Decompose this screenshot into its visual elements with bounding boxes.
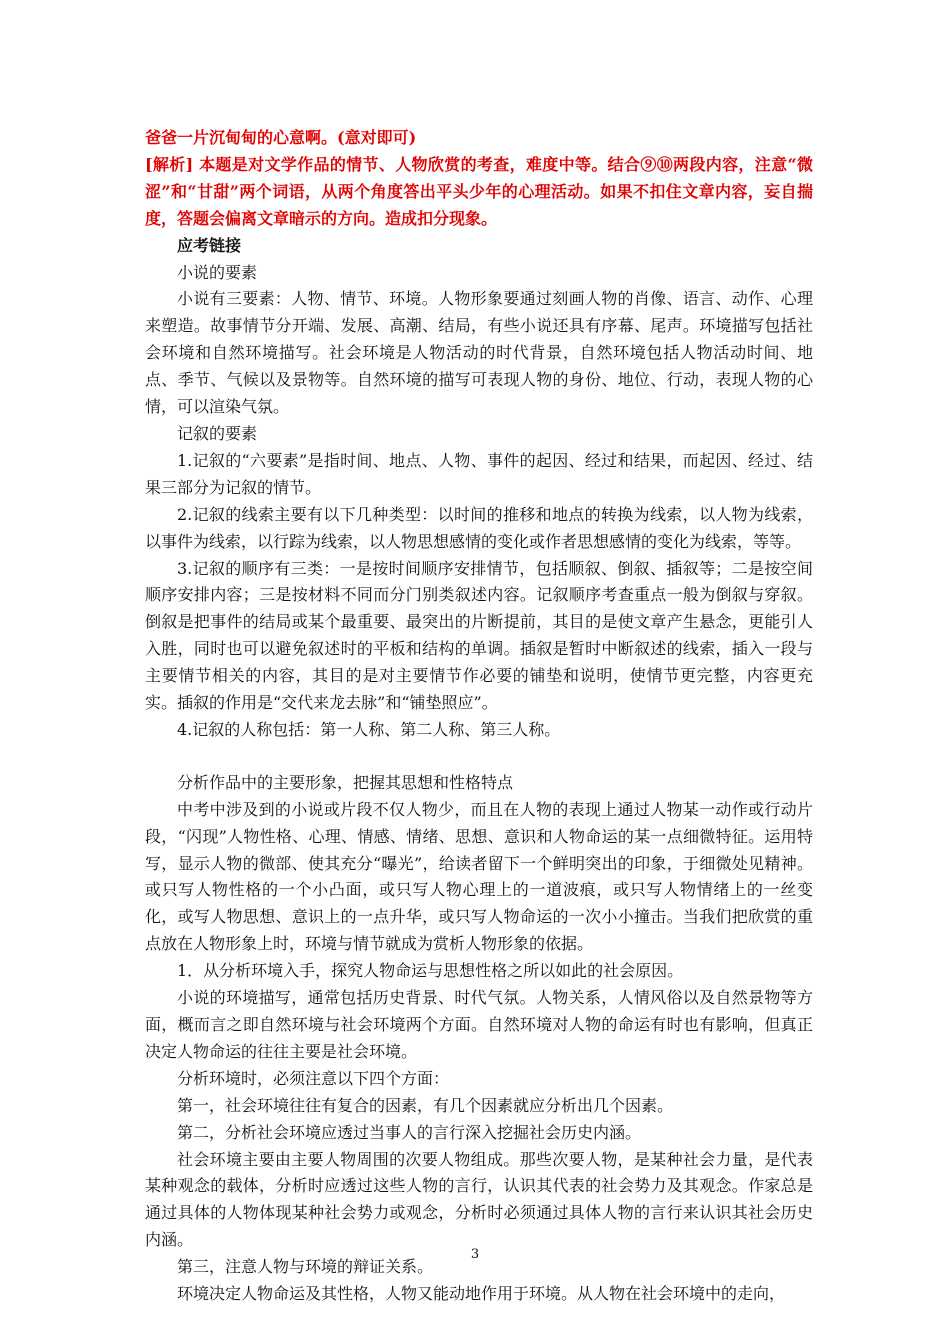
analysis-paragraph: 第三，注意人物与环境的辩证关系。 bbox=[177, 1257, 434, 1277]
analysis-paragraph: 第二，分析社会环境应透过当事人的言行深入挖掘社会历史内涵。 bbox=[177, 1122, 642, 1142]
analysis-paragraph: 第一，社会环境往往有复合的因素，有几个因素就应分析出几个因素。 bbox=[177, 1095, 674, 1115]
narration-title: 记叙的要素 bbox=[177, 423, 258, 443]
analysis-paragraph: 分析环境时，必须注意以下四个方面： bbox=[177, 1068, 450, 1088]
analysis-section-title: 分析作品中的主要形象，把握其思想和性格特点 bbox=[177, 772, 514, 792]
analysis-paragraph: 环境决定人物命运及其性格，人物又能动地作用于环境。从人物在社会环境中的走向， bbox=[177, 1284, 786, 1304]
analysis-paragraph: 小说的环境描写，通常包括历史背景、时代气氛。人物关系，人情风俗以及自然景物等方面，概而言之即自然环境与社会环境两个方面。自然环境对人物的命运有时也有影响，但真正决定人物命运的往往主要是社会环境。 bbox=[145, 988, 813, 1061]
novel-elements-text: 小说有三要素：人物、情节、环境。人物形象要通过刻画人物的肖像、语言、动作、心理来塑造。故事情节分开端、发展、高潮、结局，有些小说还具有序幕、尾声。环境描写包括社会环境和自然环境描写。社会环境是人物活动的时代背景，自然环境包括人物活动时间、地点、季节、气候以及景物等。自然环境的描写可表现人物的身份、地位、行动，表现人物的心情，可以渲染气氛。 bbox=[145, 289, 813, 417]
blank-line bbox=[145, 744, 813, 770]
narration-item: 1.记叙的“六要素”是指时间、地点、人物、事件的起因、经过和结果，而起因、经过、结果三部分为记叙的情节。 bbox=[145, 450, 813, 497]
answer-tail: 爸爸一片沉甸甸的心意啊。(意对即可) bbox=[145, 128, 417, 147]
analysis-paragraph: 中考中涉及到的小说或片段不仅人物少，而且在人物的表现上通过人物某一动作或行动片段，“闪现”人物性格、心理、情感、情绪、思想、意识和人物命运的某一点细微特征。运用特写，显示人物的微部、使其充分“曝光”，给读者留下一个鲜明突出的印象，于细微处见精神。或只写人物性格的一个小凸面，或只写人物心理上的一道波痕，或只写人物情绪上的一丝变化，或写人物思想、意识上的一点升华，或只写人物命运的一次小小撞击。当我们把欣赏的重点放在人物形象上时，环境与情节就成为赏析人物形象的依据。 bbox=[145, 799, 813, 954]
analysis-paragraph: 社会环境主要由主要人物周围的次要人物组成。那些次要人物，是某种社会力量，是代表某种观念的载体，分析时应透过这些人物的言行，认识其代表的社会势力及其观念。作家总是通过具体的人物体现某种社会势力或观念，分析时必须通过具体人物的言行来认识其社会历史内涵。 bbox=[145, 1149, 813, 1250]
narration-item: 3.记叙的顺序有三类：一是按时间顺序安排情节，包括顺叙、倒叙、插叙等；二是按空间顺序安排内容；三是按材料不同而分门别类叙述内容。记叙顺序考查重点一般为倒叙与穿叙。倒叙是把事件的结局或某个最重要、最突出的片断提前，其目的是使文章产生悬念，更能引人入胜，同时也可以避免叙述时的平板和结构的单调。插叙是暂时中断叙述的线索，插入一段与主要情节相关的内容，其目的是对主要情节作必要的铺垫和说明，使情节更完整，内容更充实。插叙的作用是“交代来龙去脉”和“铺垫照应”。 bbox=[145, 558, 813, 713]
novel-elements-title: 小说的要素 bbox=[177, 262, 258, 282]
link-title: 应考链接 bbox=[177, 235, 242, 255]
page-content bbox=[145, 125, 813, 1308]
analysis-note: [解析] 本题是对文学作品的情节、人物欣赏的考查，难度中等。结合⑨⑩两段内容，注意“微涩”和“甘甜”两个词语，从两个角度答出平头少年的心理活动。如果不扣住文章内容，妄自揣度，答题会偏离文章暗示的方向。造成扣分现象。 bbox=[145, 154, 813, 228]
narration-item: 4.记叙的人称包括：第一人称、第二人称、第三人称。 bbox=[177, 719, 561, 739]
analysis-paragraph: 1．从分析环境入手，探究人物命运与思想性格之所以如此的社会原因。 bbox=[177, 961, 684, 981]
narration-item: 2.记叙的线索主要有以下几种类型：以时间的推移和地点的转换为线索，以人物为线索，以事件为线索，以行踪为线索，以人物思想感情的变化或作者思想感情的变化为线索，等等。 bbox=[145, 504, 813, 551]
page-number: 3 bbox=[470, 1247, 480, 1262]
